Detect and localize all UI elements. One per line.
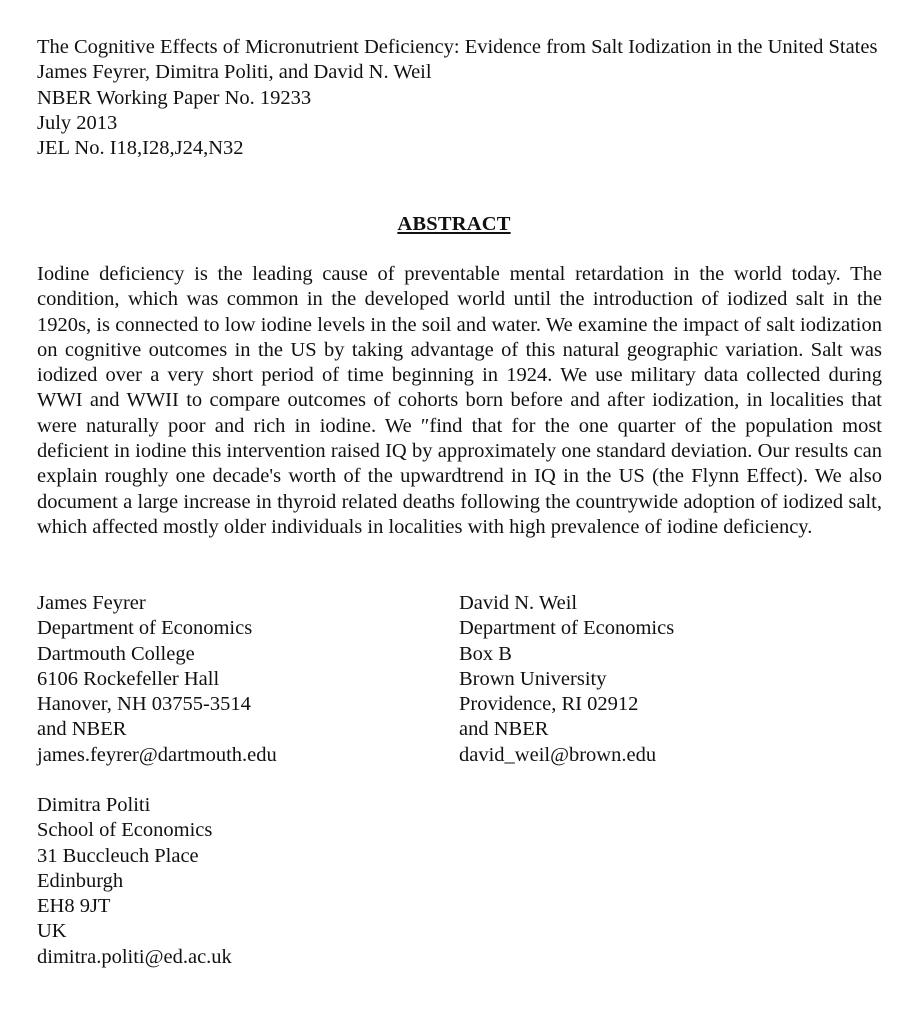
author-email: david_weil@brown.edu: [459, 743, 657, 766]
author-address-line: Box B: [459, 642, 512, 665]
author-email: dimitra.politi@ed.ac.uk: [37, 945, 232, 968]
author-address-line: 31 Buccleuch Place: [37, 844, 199, 867]
author-address-politi: [37, 793, 232, 970]
paper-authors: James Feyrer, Dimitra Politi, and David N. Weil: [37, 61, 432, 84]
author-address-line: Brown University: [459, 667, 607, 690]
paper-title: The Cognitive Effects of Micronutrient Deficiency: Evidence from Salt Iodization in the United States: [37, 36, 878, 58]
abstract-text: Iodine deficiency is the leading cause of preventable mental retardation in the world today. The condition, which was common in the developed world until the introduction of iodized salt in the 1920s, is connected to low iodine levels in the soil and water. We examine the impact of salt iodization on cognitive outcomes in the US by taking advantage of this natural geographic variation. Salt was iodized over a very short period of time beginning in 1924. We use military data collected during WWI and WWII to compare outcomes of cohorts born before and after iodization, in localities that were naturally poor and rich in iodine. We ″find that for the one quarter of the population most deficient in iodine this intervention raised IQ by approximately one standard deviation. Our results can explain roughly one decade's worth of the upwardtrend in IQ in the US (the Flynn Effect). We also document a large increase in thyroid related deaths following the countrywide adoption of iodized salt, which affected mostly older individuals in localities with high prevalence of iodine deficiency.: [37, 263, 882, 538]
author-address-feyrer: [37, 591, 277, 768]
author-name: David N. Weil: [459, 592, 578, 614]
author-email: james.feyrer@dartmouth.edu: [37, 743, 277, 766]
paper-series: NBER Working Paper No. 19233: [37, 86, 312, 109]
author-address-line: and NBER: [37, 718, 127, 741]
author-address-line: Department of Economics: [37, 617, 253, 640]
author-address-line: Dartmouth College: [37, 642, 195, 665]
author-address-line: UK: [37, 920, 67, 943]
author-address-line: Department of Economics: [459, 617, 675, 640]
author-address-line: School of Economics: [37, 819, 213, 842]
author-address-line: EH8 9JT: [37, 895, 111, 918]
author-address-line: Edinburgh: [37, 869, 124, 892]
author-address-line: Providence, RI 02912: [459, 693, 639, 716]
paper-jel-codes: JEL No. I18,I28,J24,N32: [37, 137, 244, 160]
author-address-weil: [459, 591, 674, 768]
abstract-heading: ABSTRACT: [397, 213, 511, 235]
author-address-line: 6106 Rockefeller Hall: [37, 667, 220, 690]
author-address-line: and NBER: [459, 718, 549, 741]
paper-header: [37, 35, 887, 161]
author-address-line: Hanover, NH 03755-3514: [37, 693, 251, 716]
paper-date: July 2013: [37, 111, 118, 134]
author-name: James Feyrer: [37, 592, 146, 614]
author-name: Dimitra Politi: [37, 794, 151, 816]
